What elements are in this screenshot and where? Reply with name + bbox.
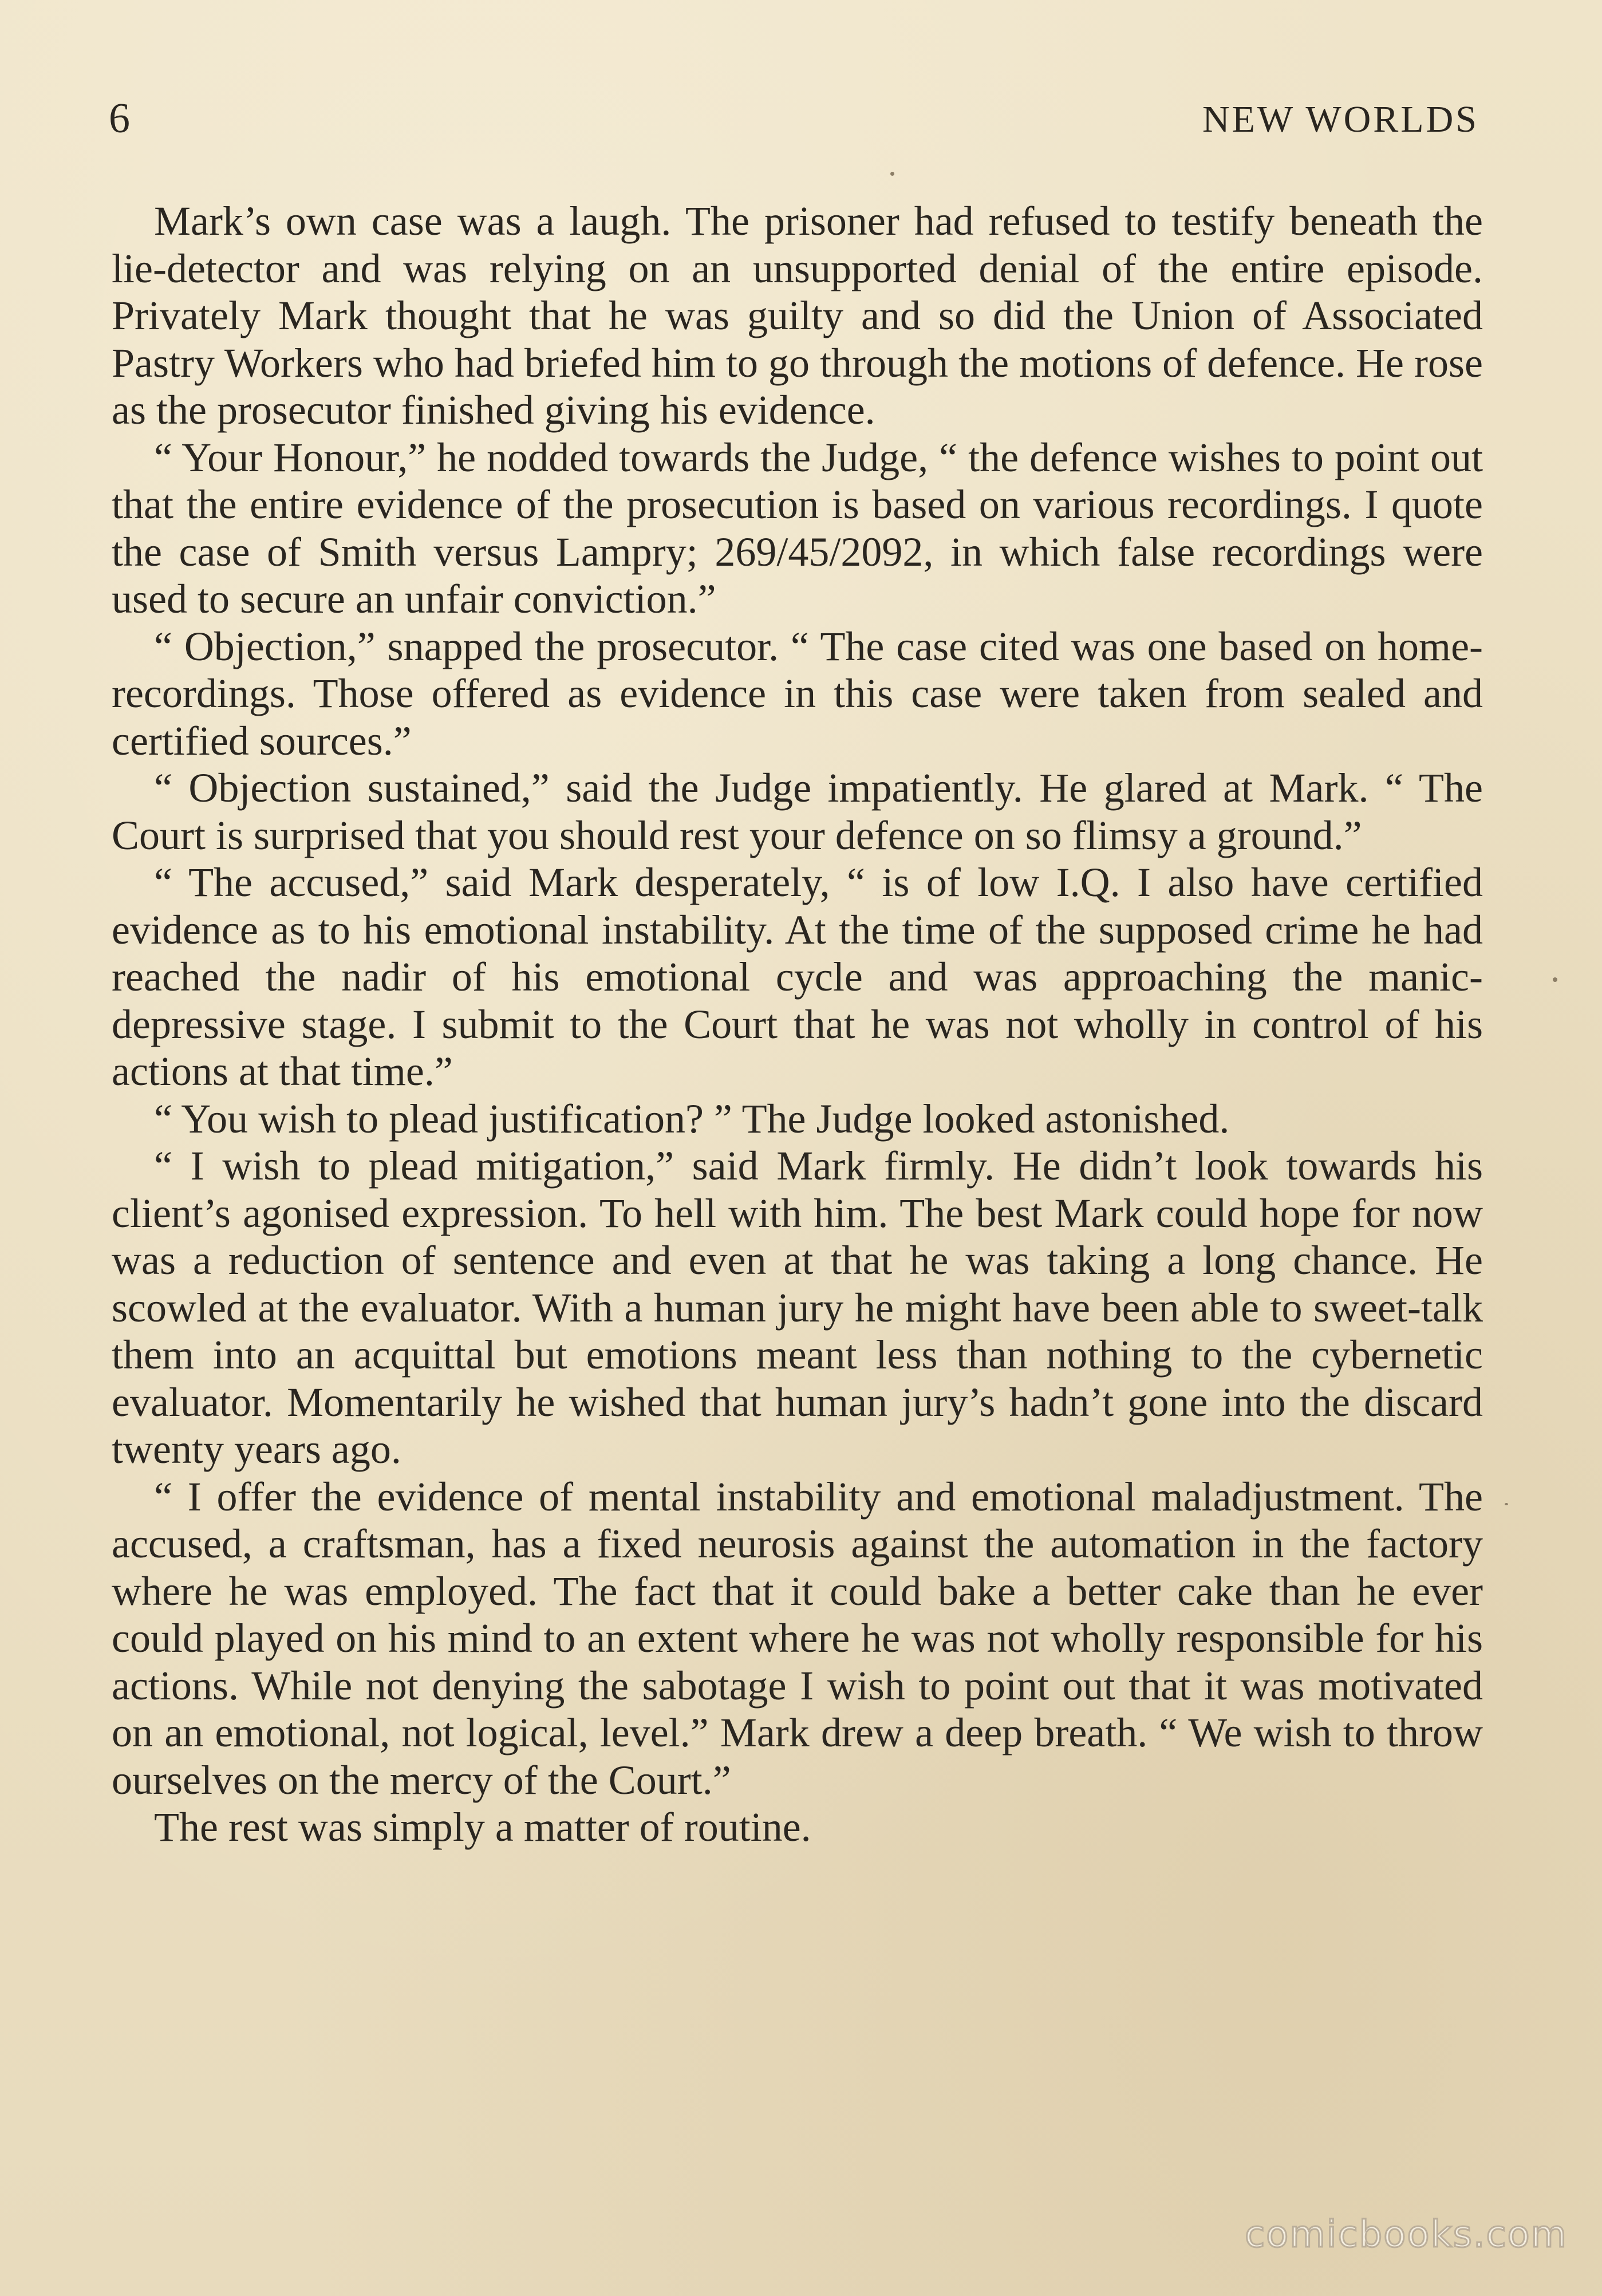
ink-speck	[1553, 977, 1557, 982]
paragraph: Mark’s own case was a laugh. The prisoner had refused to testify beneath the lie-detector and was relying on an unsupported denial of the entire episode. Privately Mark thought that he was guilty and so did the Union of Associated Pastry Workers who had briefed him to go through the motions of defence. He rose as the prosecutor finished giving his evidence.	[112, 198, 1483, 433]
paragraph: “ Objection sustained,” said the Judge impatiently. He glared at Mark. “ The Court is surprised that you should rest your defence on so flimsy a ground.”	[112, 765, 1483, 858]
paragraph: “ The accused,” said Mark desperately, “ is of low I.Q. I also have certified evidence as to his emotional instability. At the time of the supposed crime he had reached the nadir of his emotional cycle and was approaching the manic-depressive stage. I submit to the Court that he was not wholly in control of his actions at that time.”	[112, 859, 1483, 1094]
paragraph: “ You wish to plead justification? ” The Judge looked astonished.	[154, 1095, 1230, 1142]
ink-speck	[890, 172, 894, 176]
paragraph: “ I wish to plead mitigation,” said Mark firmly. He didn’t look towards his client’s agonised expression. To hell with him. The best Mark could hope for now was a reduction of sentence and even at that he was taking a long chance. He scowled at the evaluator. With a human jury he might have been able to sweet-talk them into an acquittal but emotions meant less than nothing to the cybernetic evaluator. Momentarily he wished that human jury’s hadn’t gone into the discard twenty years ago.	[112, 1143, 1483, 1472]
ink-speck	[1505, 1503, 1508, 1505]
paragraph: “ Objection,” snapped the prosecutor. “ The case cited was one based on home-recordings. Those offered as evidence in this case were taken from sealed and certified sources.”	[112, 623, 1483, 764]
paragraph: The rest was simply a matter of routine.	[154, 1804, 811, 1850]
paragraph: “ Your Honour,” he nodded towards the Judge, “ the defence wishes to point out that the entire evidence of the prosecution is based on various recordings. I quote the case of Smith versus Lampry; 269/45/2092, in which false recordings were used to secure an unfair conviction.”	[112, 434, 1483, 622]
body-text	[112, 198, 1483, 1851]
paragraph: “ I offer the evidence of mental instability and emotional maladjustment. The accused, a craftsman, has a fixed neurosis against the automation in the factory where he was employed. The fact that it could bake a better cake than he ever could played on his mind to an extent where he was not wholly responsible for his actions. While not denying the sabotage I wish to point out that it was motivated on an emotional, not logical, level.” Mark drew a deep breath. “ We wish to throw ourselves on the mercy of the Court.”	[112, 1473, 1483, 1803]
watermark: comicbooks.com	[1244, 2214, 1568, 2256]
page-number: 6	[109, 95, 131, 142]
running-head: NEW WORLDS	[1202, 98, 1479, 140]
